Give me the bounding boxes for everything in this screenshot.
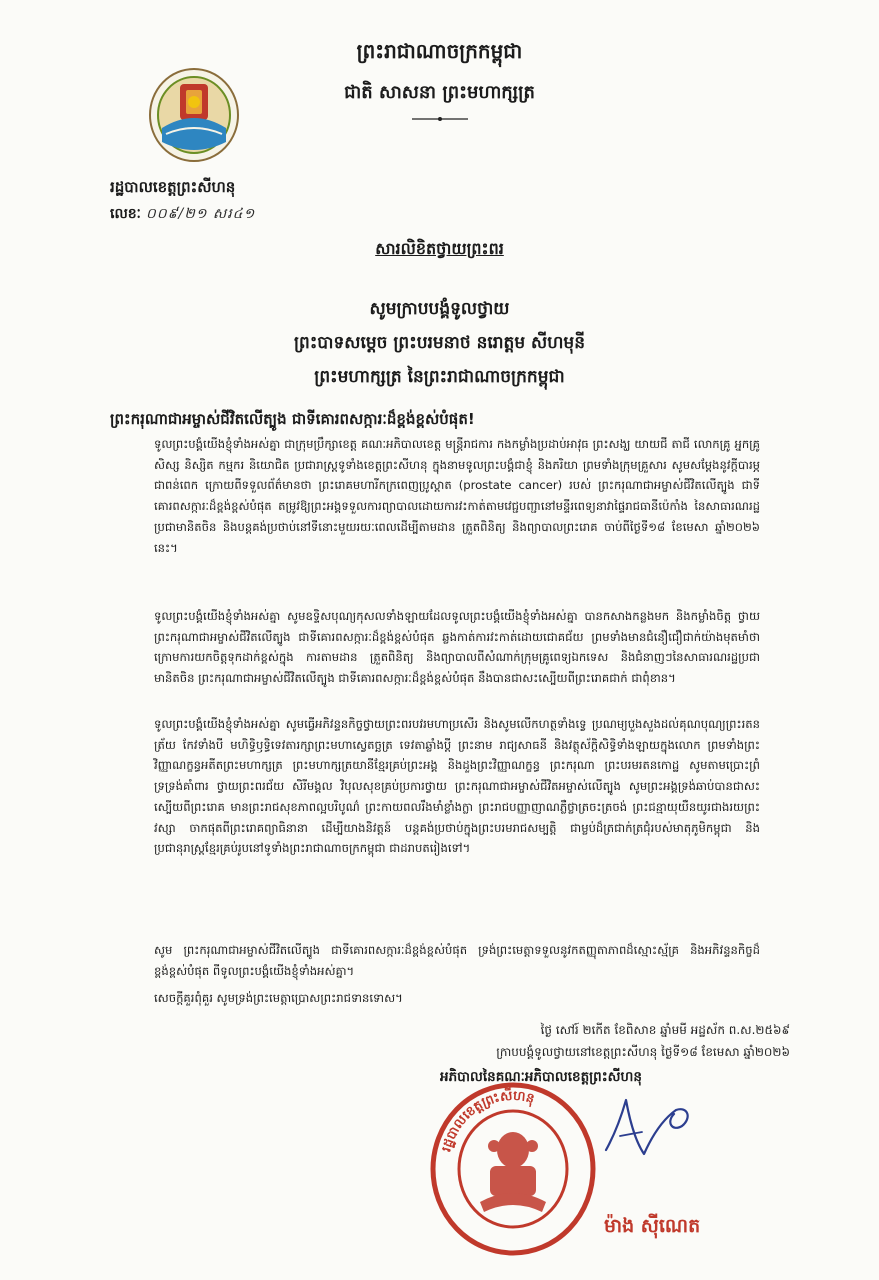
- paragraph-5-text: សេចក្តីគួរពុំគួរ សូមទ្រង់ព្រះមេត្តាប្រោសព្រះរាជទានទោស។: [154, 991, 403, 1005]
- motto-heading: ជាតិ សាសនា ព្រះមហាក្សត្រ: [344, 82, 535, 103]
- salutation: ព្រះករុណាជាអម្ចាស់ជីវិតលើត្បូង ជាទីគោរពសក្ការៈដ៏ខ្ពង់ខ្ពស់បំផុត!: [110, 410, 475, 428]
- paragraph-2-text: ទូលព្រះបង្គំយើងខ្ញុំទាំងអស់គ្នា សូមឧទ្ទិសបុណ្យកុសលទាំងឡាយដែលទូលព្រះបង្គំយើងខ្ញុំទាំងអស់គ្នា បានកសាងកន្លងមក និងកម្លាំងចិត្ត ថ្វាយ ព្រះករុណាជាអម្ចាស់ជីវិតលើត្បូង ជាទីគោរពសក្ការៈដ៏ខ្ពង់ខ្ពស់បំផុត ឆ្លងកាត់ការវះកាត់ដោយជោគជ័យ ព្រមទាំងមានជំនឿជឿជាក់យ៉ាងមុតមាំថា ក្រោមការយកចិត្តទុកដាក់ខ្ពស់ក្នុង ការតាមដាន ត្រួតពិនិត្យ និងព្យាបាលពីសំណាក់ក្រុមគ្រូពេទ្យឯកទេស និងជំនាញៗនៃសាធារណរដ្ឋប្រជាមានិតចិន ព្រះករុណាជាអម្ចាស់ជីវិតលើត្បូង ជាទីគោរពសក្ការៈដ៏ខ្ពង់ខ្ពស់បំផុត នឹងបានជាសះស្បើយពីព្រះរោគជាក់ ជាពុំខាន។: [154, 609, 760, 686]
- paragraph-1-text: ទូលព្រះបង្គំយើងខ្ញុំទាំងអស់គ្នា ជាក្រុមប្រឹក្សាខេត្ត គណៈអភិបាលខេត្ត មន្ត្រីរាជការ កងកម្លាំងប្រដាប់អាវុធ ព្រះសង្ឃ យាយជី តាជី លោកគ្រូ អ្នកគ្រូ សិស្ស និស្សិត កម្មករ និយោជិត ប្រជារាស្ត្រទូទាំងខេត្តព្រះសីហនុ ក្នុងនាមទូលព្រះបង្គំជាខ្ញុំ និងភរិយា ព្រមទាំងក្រុមគ្រួសារ សូមសម្ដែងនូវក្ដីបារម្ភជាពន់ពេក ក្រោយពីទទួលព័ត៌មានថា ព្រះរោគមហារីកក្រពេញប្រូស្តាត (prostate cancer) របស់ ព្រះករុណាជាអម្ចាស់ជីវិតលើត្បូង ជាទីគោរពសក្ការៈដ៏ខ្ពង់ខ្ពស់បំផុត តម្រូវឱ្យព្រះអង្គទទួលការព្យាបាលដោយការវះកាត់តាមវេជ្ជបញ្ជានៅមន្ទីរពេទ្យនាវាផ្ទៃរាជធានីប៉េកាំង នៃសាធារណរដ្ឋប្រជាមានិតចិន និងបន្តគង់ប្រថាប់នៅទីនោះមួយរយៈពេលដើម្បីតាមដាន ត្រួតពិនិត្យ និងព្យាបាលព្រះរោគ ចាប់ពីថ្ងៃទី១៨ ខែមេសា ឆ្នាំ២០២៦ នេះ។: [154, 437, 760, 555]
- paragraph-5: [110, 988, 760, 1010]
- letter-title: សារលិខិតថ្វាយព្រះពរ: [375, 239, 504, 258]
- kingdom-heading: ព្រះរាជាណាចក្រកម្ពុជា: [356, 39, 523, 63]
- addressee-line-2: ព្រះបាទសម្ដេច ព្រះបរមនាថ នរោត្តម សីហមុនី: [293, 333, 586, 353]
- addressee-line-3: ព្រះមហាក្សត្រ នៃព្រះរាជាណាចក្រកម្ពុជា: [314, 367, 565, 387]
- addressee-line-1: សូមក្រាបបង្គំទូលថ្វាយ: [369, 299, 510, 319]
- reference-number-value: ០០៩/២១ សរ៤១: [145, 206, 256, 222]
- solar-date: ក្រាបបង្គំទូលថ្វាយនៅខេត្តព្រះសីហនុ ថ្ងៃទី១៨ ខែមេសា ឆ្នាំ២០២៦: [496, 1045, 790, 1059]
- seal-text: រដ្ឋបាលខេត្តព្រះសីហនុ: [439, 1088, 536, 1154]
- paragraph-1: [110, 434, 760, 600]
- paragraph-4-text: សូម ព្រះករុណាជាអម្ចាស់ជីវិតលើត្បូង ជាទីគោរពសក្ការៈដ៏ខ្ពង់ខ្ពស់បំផុត ទ្រង់ព្រះមេត្តាទទួលនូវកតញ្ញុតាភាពដ៏ស្មោះស្ម័គ្រ និងអភិវន្ទនកិច្ចដ៏ខ្ពង់ខ្ពស់បំផុត ពីទូលព្រះបង្គំយើងខ្ញុំទាំងអស់គ្នា។: [154, 943, 760, 978]
- paragraph-4: [110, 940, 760, 984]
- reference-number-label: លេខៈ: [110, 206, 141, 222]
- paragraph-3-text: ទូលព្រះបង្គំយើងខ្ញុំទាំងអស់គ្នា សូមធ្វើអភិវន្ទនកិច្ចថ្វាយព្រះពរបវរមហាប្រសើរ និងសូមលើកហត្ថទាំងទ្វេ ប្រណម្យបួងសួងដល់គុណបុណ្យព្រះរតនត្រ័យ កែវទាំងបី មហិទ្ធិឫទ្ធិទេវតារក្សាព្រះមហាស្វេតច្ឆត្រ ទេវតាឆ្លាំងប្ដី ព្រះនាម រាជ្យសាធនី និងវត្ថុស័ក្តិសិទ្ធិទាំងឡាយក្នុងលោក ព្រមទាំងព្រះវិញ្ញាណក្ខន្ធអតីតព្រះមហាក្សត្រ ព្រះមហាក្សត្រយានីខ្មែរគ្រប់ព្រះអង្គ និងដួងព្រះវិញ្ញាណក្ខន្ធ ព្រះករុណា ព្រះបរមរតនកោដ្ឋ សូមតាមប្រោះព្រំ ទ្រទ្រង់គាំពារ ថ្វាយព្រះពរជ័យ សិរីមង្គល វិបុលសុខគ្រប់ប្រការថ្វាយ ព្រះករុណាជាអម្ចាស់ជីវិតអម្ចាស់លើត្បូង សូមព្រះអង្គទ្រង់ឆាប់បានជាសះស្បើយពីព្រះរោគ មានព្រះរាជសុខភាពល្អបរិបូណ៌ ព្រះកាយពលរឹងមាំខ្លាំងក្លា ព្រះរាជបញ្ញាញាណភ្លឺថ្លាត្រចះត្រចង់ ព្រះជន្មាយុយឺនយូរជាងរយព្រះវស្សា ចាកផុតពីព្រះរោគព្យាធិនានា ដើម្បីយាងនិវត្តន៍ បន្តគង់ប្រថាប់ក្នុងព្រះបរមរាជសម្បត្តិ ជាម្លប់ដ៏ត្រជាក់ត្រជុំរបស់មាតុភូមិកម្ពុជា និងប្រជានុរាស្ត្រខ្មែរគ្រប់រូបនៅទូទាំងព្រះរាជាណាចក្រកម្ពុជា ជាដរាបតរៀងទៅ។: [154, 717, 760, 856]
- sender-administration: រដ្ឋបាលខេត្តព្រះសីហនុ: [110, 178, 236, 196]
- handwritten-signature: [596, 1092, 696, 1162]
- divider-ornament-icon: [412, 116, 468, 122]
- signer-role: អភិបាលនៃគណៈអភិបាលខេត្តព្រះសីហនុ: [440, 1069, 642, 1085]
- reference-number: [110, 204, 255, 225]
- paragraph-2: [110, 606, 760, 710]
- signer-name: ម៉ាង ស៊ីណេត: [604, 1215, 701, 1237]
- lunar-date: ថ្ងៃ សៅរ៍ ២កើត ខែពិសាខ ឆ្នាំមមី អដ្ឋស័ក ព.ស.២៥៦៩: [540, 1023, 790, 1037]
- official-seal-stamp: [428, 1080, 598, 1258]
- paragraph-3: [110, 714, 760, 936]
